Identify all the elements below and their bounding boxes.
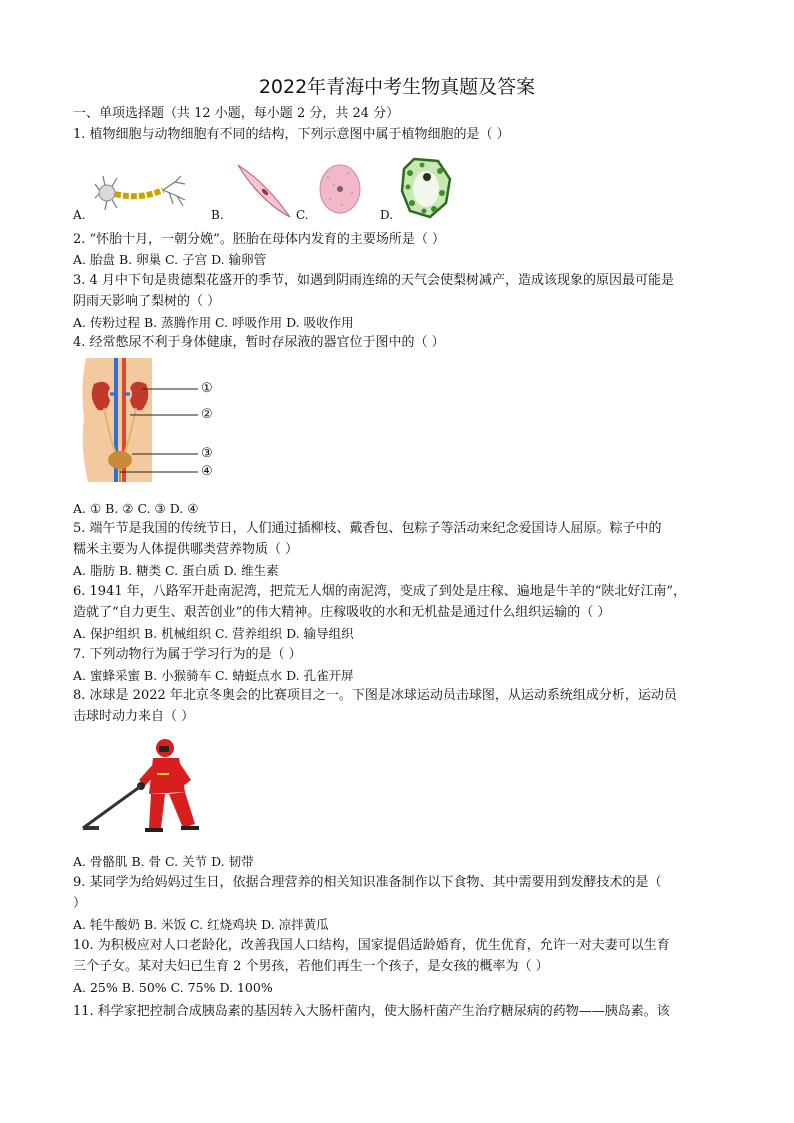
question-7-stem: 7. 下列动物行为属于学习行为的是（ ） [73, 647, 302, 662]
q1-option-a-label: A. [73, 208, 86, 222]
question-4-options: A. ① B. ② C. ③ D. ④ [73, 501, 199, 516]
question-2-stem: 2. “怀胎十月，一朝分娩”。胚胎在母体内发育的主要场所是（ ） [73, 232, 445, 247]
egg-cell-image [318, 163, 362, 215]
question-11-stem: 11. 科学家把控制合成胰岛素的基因转入大肠杆菌内，使大肠杆菌产生治疗糖尿病的药物——胰岛素。该 [73, 1004, 670, 1019]
section-heading: 一、单项选择题（共 12 小题，每小题 2 分，共 24 分） [73, 106, 400, 121]
question-9-stem-line2: ） [73, 896, 87, 911]
nerve-cell-image [95, 170, 195, 220]
muscle-cell-image [236, 163, 292, 219]
question-9-stem-line1: 9. 某同学为给妈妈过生日，依据合理营养的相关知识准备制作以下食物、其中需要用到发酵技术的是（ [73, 875, 662, 890]
ice-hockey-player-image [75, 736, 215, 840]
question-8-stem-line2: 击球时动力来自（ ） [73, 709, 195, 724]
question-10-options: A. 25% B. 50% C. 75% D. 100% [73, 980, 273, 995]
plant-cell-image [400, 157, 452, 219]
question-6-options: A. 保护组织 B. 机械组织 C. 营养组织 D. 输导组织 [73, 626, 354, 641]
question-6-stem-line1: 6. 1941 年，八路军开赴南泥湾，把荒无人烟的南泥湾，变成了到处是庄稼、遍地是牛羊的“陕北好江南”， [73, 584, 687, 599]
question-3-stem-line2: 阴雨天影响了梨树的（ ） [73, 294, 221, 309]
question-5-stem-line1: 5. 端午节是我国的传统节日，人们通过插柳枝、戴香包、包粽子等活动来纪念爱国诗人屈原。粽子中的 [73, 521, 662, 536]
diagram-label-1: ① [201, 381, 213, 396]
question-3-stem-line1: 3. 4 月中下旬是贵德梨花盛开的季节，如遇到阴雨连绵的天气会使梨树减产，造成该现象的原因最可能是 [73, 273, 674, 288]
question-9-options: A. 牦牛酸奶 B. 米饭 C. 红烧鸡块 D. 凉拌黄瓜 [73, 917, 329, 932]
q1-option-d-label: D. [380, 208, 394, 222]
diagram-label-4: ④ [201, 464, 213, 479]
question-10-stem-line1: 10. 为积极应对人口老龄化，改善我国人口结构，国家提倡适龄婚育，优生优育，允许一对夫妻可以生育 [73, 938, 670, 953]
question-5-stem-line2: 糯米主要为人体提供哪类营养物质（ ） [73, 542, 299, 557]
diagram-label-2: ② [201, 407, 213, 422]
question-10-stem-line2: 三个子女。某对夫妇已生育 2 个男孩，若他们再生一个孩子，是女孩的概率为（ ） [73, 959, 549, 974]
question-4-stem: 4. 经常憋尿不利于身体健康，暂时存尿液的器官位于图中的（ ） [73, 335, 445, 350]
q1-option-c-label: C. [296, 208, 309, 222]
question-1-stem: 1. 植物细胞与动物细胞有不同的结构，下列示意图中属于植物细胞的是（ ） [73, 127, 510, 142]
question-5-options: A. 脂肪 B. 糖类 C. 蛋白质 D. 维生素 [73, 563, 279, 578]
question-2-options: A. 胎盘 B. 卵巢 C. 子宫 D. 输卵管 [73, 252, 267, 267]
question-8-options: A. 骨骼肌 B. 骨 C. 关节 D. 韧带 [73, 854, 254, 869]
question-3-options: A. 传粉过程 B. 蒸腾作用 C. 呼吸作用 D. 吸收作用 [73, 315, 354, 330]
diagram-label-3: ③ [201, 446, 213, 461]
question-6-stem-line2: 造就了“自力更生、艰苦创业”的伟大精神。庄稼吸收的水和无机盐是通过什么组织运输的（ ） [73, 605, 611, 620]
question-7-options: A. 蜜蜂采蜜 B. 小猴骑车 C. 蜻蜓点水 D. 孔雀开屏 [73, 668, 354, 683]
q1-option-b-label: B. [211, 208, 224, 222]
page-title: 2022年青海中考生物真题及答案 [258, 76, 536, 98]
question-8-stem-line1: 8. 冰球是 2022 年北京冬奥会的比赛项目之一。下图是冰球运动员击球图，从运动系统组成分析，运动员 [73, 688, 677, 703]
